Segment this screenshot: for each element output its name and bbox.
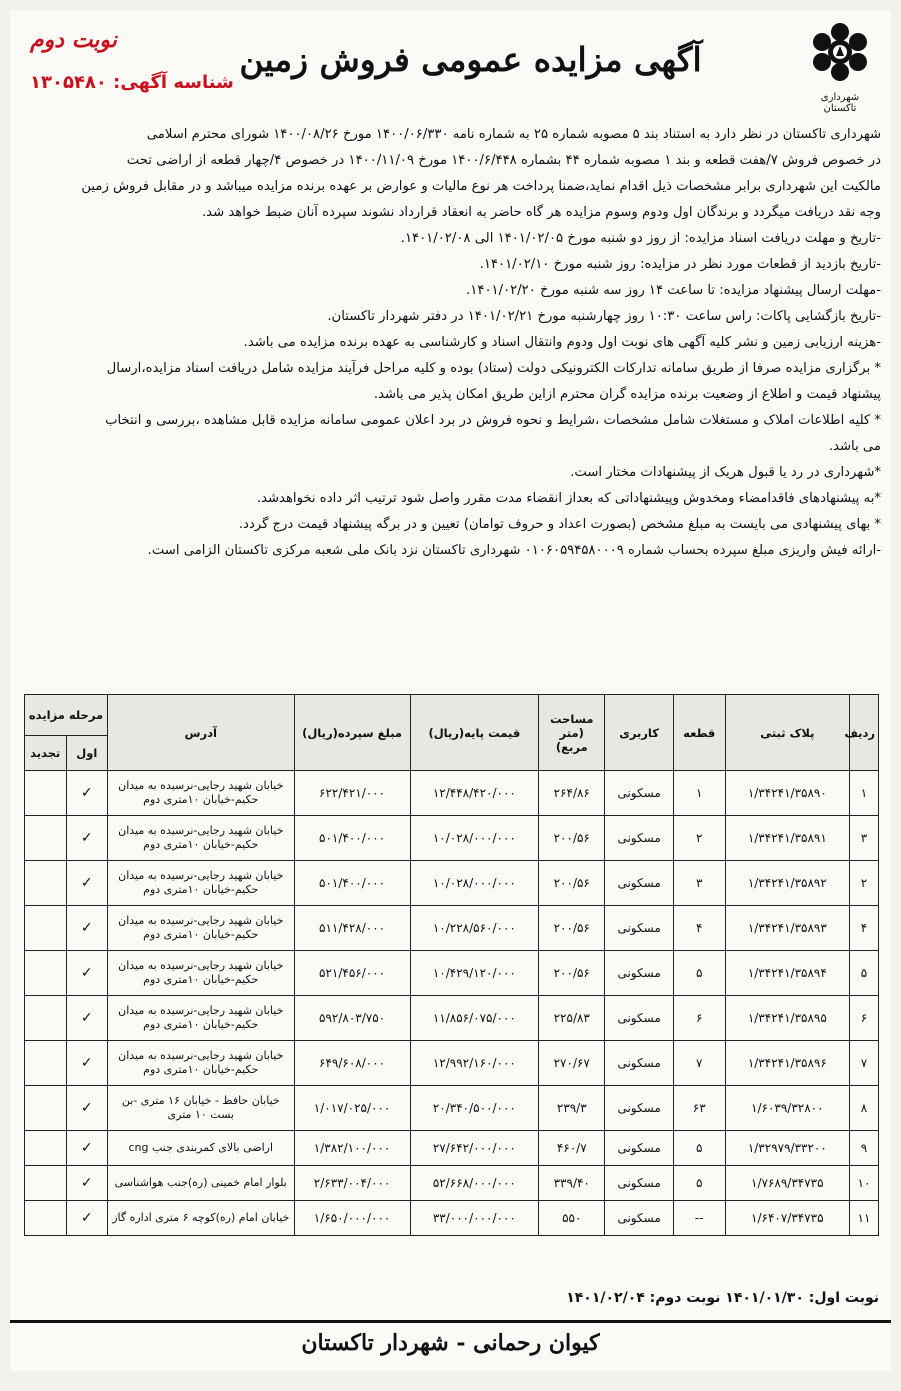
info-note: * کلیه اطلاعات املاک و مستغلات شامل مشخصات ،شرایط و نحوه فروش در برد اعلان عمومی سامانه مزایده قابل مشاهده ،بررسی و انتخاب — [105, 413, 881, 428]
cell-first: ✓ — [66, 951, 107, 996]
table-row — [25, 771, 879, 816]
cell-lot: ۲ — [673, 816, 725, 861]
cell-row: ۱۰ — [849, 1166, 878, 1201]
table-row — [25, 1086, 879, 1131]
publication-dates: نوبت اول: ۱۴۰۱/۰۱/۳۰ نوبت دوم: ۱۴۰۱/۰۲/۰۴ — [566, 1290, 879, 1306]
cell-base-price: ۲۷/۶۴۲/۰۰۰/۰۰۰ — [410, 1131, 539, 1166]
cell-row: ۵ — [849, 951, 878, 996]
cell-row: ۲ — [849, 861, 878, 906]
cell-deposit: ۵۹۲/۸۰۳/۷۵۰ — [294, 996, 410, 1041]
cell-address: خیابان شهید رجایی-نرسیده به میدان حکیم-خیابان ۱۰متری دوم — [107, 816, 294, 861]
cell-plaque: ۱/۶۴۰۷/۳۴۷۳۵ — [725, 1201, 849, 1236]
cell-usage: مسکونی — [605, 816, 673, 861]
col-area: مساحت (متر مربع) — [539, 695, 605, 771]
cell-plaque: ۱/۶۰۳۹/۳۲۸۰۰ — [725, 1086, 849, 1131]
cost-note: -هزینه ارزیابی زمین و نشر کلیه آگهی های نوبت اول ودوم وانتقال اسناد و کارشناسی به عهده برنده مزایده می باشد. — [243, 335, 881, 350]
cell-plaque: ۱/۳۴۲۴۱/۳۵۸۹۲ — [725, 861, 849, 906]
cell-deposit: ۱/۶۵۰/۰۰۰/۰۰۰ — [294, 1201, 410, 1236]
cell-renewal — [25, 771, 67, 816]
cell-deposit: ۵۰۱/۴۰۰/۰۰۰ — [294, 816, 410, 861]
cell-area: ۳۳۹/۴۰ — [539, 1166, 605, 1201]
col-usage: کاربری — [605, 695, 673, 771]
cell-deposit: ۵۱۱/۴۲۸/۰۰۰ — [294, 906, 410, 951]
cell-renewal — [25, 1086, 67, 1131]
deposit-note: -ارائه فیش واریزی مبلغ سپرده بحساب شماره ۰۱۰۶۰۵۹۴۵۸۰۰۰۹ شهرداری تاکستان نزد بانک ملی شعبه مرکزی تاکستان الزامی است. — [147, 543, 881, 558]
cell-plaque: ۱/۷۶۸۹/۳۴۷۳۵ — [725, 1166, 849, 1201]
col-lot: قطعه — [673, 695, 725, 771]
ad-title: آگهی مزایده عمومی فروش زمین — [239, 40, 702, 79]
cell-row: ۱ — [849, 771, 878, 816]
cell-row: ۱۱ — [849, 1201, 878, 1236]
cell-first: ✓ — [66, 1041, 107, 1086]
table-row — [25, 906, 879, 951]
cell-deposit: ۶۲۲/۴۲۱/۰۰۰ — [294, 771, 410, 816]
rejection-note: *شهرداری در رد یا قبول هریک از پیشنهادات مختار است. — [570, 465, 881, 480]
municipality-logo — [803, 18, 877, 114]
cell-lot: -- — [673, 1201, 725, 1236]
cell-row: ۴ — [849, 906, 878, 951]
cell-base-price: ۱۰/۲۲۸/۵۶۰/۰۰۰ — [410, 906, 539, 951]
cell-lot: ۵ — [673, 1131, 725, 1166]
cell-lot: ۱ — [673, 771, 725, 816]
cell-usage: مسکونی — [605, 1166, 673, 1201]
table-row — [25, 1131, 879, 1166]
visit-date: -تاریخ بازدید از قطعات مورد نظر در مزایده: روز شنبه مورخ ۱۴۰۱/۰۲/۱۰. — [479, 257, 881, 272]
cell-area: ۲۰۰/۵۶ — [539, 861, 605, 906]
cell-address: خیابان امام (ره)کوچه ۶ متری اداره گاز — [107, 1201, 294, 1236]
price-note: * بهای پیشنهادی می بایست به مبلغ مشخص (بصورت اعداد و حروف توامان) تعیین و در برگه پیشنهاد قیمت درج گردد. — [238, 517, 881, 532]
cell-address: خیابان شهید رجایی-نرسیده به میدان حکیم-خیابان ۱۰متری دوم — [107, 861, 294, 906]
cell-row: ۸ — [849, 1086, 878, 1131]
documents-date: -تاریخ و مهلت دریافت اسناد مزایده: از روز دو شنبه مورخ ۱۴۰۱/۰۲/۰۵ الی ۱۴۰۱/۰۲/۰۸. — [400, 231, 881, 246]
cell-deposit: ۵۰۱/۴۰۰/۰۰۰ — [294, 861, 410, 906]
cell-lot: ۶۳ — [673, 1086, 725, 1131]
info-note-cont: می باشد. — [828, 439, 881, 454]
cell-row: ۶ — [849, 996, 878, 1041]
cell-first: ✓ — [66, 906, 107, 951]
intro-line: مالکیت این شهرداری برابر مشخصات ذیل اقدام نماید،ضمنا پرداخت هر نوع مالیات و عوارض بر عهده برنده مزایده میباشد و در مقابل فروش زمین — [81, 179, 881, 194]
cell-row: ۷ — [849, 1041, 878, 1086]
cell-first: ✓ — [66, 861, 107, 906]
cell-lot: ۵ — [673, 1166, 725, 1201]
footer-divider — [10, 1320, 891, 1323]
cell-lot: ۵ — [673, 951, 725, 996]
cell-address: اراضی بالای کمربندی جنب cng — [107, 1131, 294, 1166]
intro-line: شهرداری تاکستان در نظر دارد به استناد بند ۵ مصوبه شماره ۲۵ به شماره نامه ۱۴۰۰/۰۶/۳۳۰ مورخ ۱۴۰۰/۰۸/۲۶ شورای محترم اسلامی — [146, 127, 881, 142]
cell-lot: ۷ — [673, 1041, 725, 1086]
table-row — [25, 1041, 879, 1086]
cell-renewal — [25, 1041, 67, 1086]
cell-usage: مسکونی — [605, 861, 673, 906]
col-base-price: قیمت پایه(ریال) — [410, 695, 539, 771]
cell-usage: مسکونی — [605, 1041, 673, 1086]
cell-base-price: ۱۰/۴۲۹/۱۲۰/۰۰۰ — [410, 951, 539, 996]
cell-first: ✓ — [66, 1166, 107, 1201]
table-row — [25, 861, 879, 906]
cell-usage: مسکونی — [605, 996, 673, 1041]
cell-renewal — [25, 1201, 67, 1236]
setad-note-cont: پیشنهاد قیمت و اطلاع از وضعیت برنده مزایده گران محترم ازاین طریق امکان پذیر می باشد. — [373, 387, 881, 402]
cell-first: ✓ — [66, 1201, 107, 1236]
cell-first: ✓ — [66, 1086, 107, 1131]
setad-note: * برگزاری مزایده صرفا از طریق سامانه تدارکات الکترونیکی دولت (ستاد) بوده و کلیه مراحل فرآیند مزایده شامل دریافت اسناد مزایده،ارسال — [106, 361, 881, 376]
cell-address: خیابان شهید رجایی-نرسیده به میدان حکیم-خیابان ۱۰متری دوم — [107, 996, 294, 1041]
table-row — [25, 1166, 879, 1201]
cell-lot: ۶ — [673, 996, 725, 1041]
cell-plaque: ۱/۳۴۲۴۱/۳۵۸۹۰ — [725, 771, 849, 816]
intro-line: وجه نقد دریافت میگردد و برندگان اول ودوم وسوم مزایده هر گاه حاضر به انعقاد قرارداد نشوند سپرده آنان ضبط خواهد شد. — [201, 205, 881, 220]
round-label: نوبت دوم — [30, 28, 117, 53]
cell-usage: مسکونی — [605, 771, 673, 816]
cell-usage: مسکونی — [605, 951, 673, 996]
table-row — [25, 951, 879, 996]
signature: کیوان رحمانی - شهردار تاکستان — [301, 1330, 600, 1356]
cell-base-price: ۱۰/۰۲۸/۰۰۰/۰۰۰ — [410, 861, 539, 906]
cell-deposit: ۶۴۹/۶۰۸/۰۰۰ — [294, 1041, 410, 1086]
cell-area: ۲۷۰/۶۷ — [539, 1041, 605, 1086]
cell-deposit: ۵۲۱/۴۵۶/۰۰۰ — [294, 951, 410, 996]
cell-area: ۲۳۹/۳ — [539, 1086, 605, 1131]
cell-plaque: ۱/۳۴۲۴۱/۳۵۸۹۶ — [725, 1041, 849, 1086]
lots-table-wrap — [24, 694, 879, 1236]
cell-area: ۲۲۵/۸۳ — [539, 996, 605, 1041]
cell-usage: مسکونی — [605, 1086, 673, 1131]
cell-renewal — [25, 996, 67, 1041]
cell-plaque: ۱/۳۴۲۴۱/۳۵۸۹۳ — [725, 906, 849, 951]
cell-plaque: ۱/۳۲۹۷۹/۳۳۲۰۰ — [725, 1131, 849, 1166]
cell-renewal — [25, 1131, 67, 1166]
bid-deadline: -مهلت ارسال پیشنهاد مزایده: تا ساعت ۱۴ روز سه شنبه مورخ ۱۴۰۱/۰۲/۲۰. — [466, 283, 881, 298]
cell-usage: مسکونی — [605, 906, 673, 951]
cell-base-price: ۱۲/۹۹۲/۱۶۰/۰۰۰ — [410, 1041, 539, 1086]
cell-base-price: ۱۰/۰۲۸/۰۰۰/۰۰۰ — [410, 816, 539, 861]
cell-area: ۵۵۰ — [539, 1201, 605, 1236]
cell-area: ۴۶۰/۷ — [539, 1131, 605, 1166]
ad-page — [10, 10, 891, 1371]
cell-renewal — [25, 1166, 67, 1201]
cell-plaque: ۱/۳۴۲۴۱/۳۵۸۹۵ — [725, 996, 849, 1041]
cell-address: خیابان شهید رجایی-نرسیده به میدان حکیم-خیابان ۱۰متری دوم — [107, 951, 294, 996]
cell-renewal — [25, 906, 67, 951]
cell-row: ۹ — [849, 1131, 878, 1166]
cell-address: بلوار امام خمینی (ره)جنب هواشناسی — [107, 1166, 294, 1201]
ad-header — [10, 10, 891, 115]
col-stage: مرحله مزایده — [25, 695, 108, 736]
cell-plaque: ۱/۳۴۲۴۱/۳۵۸۹۱ — [725, 816, 849, 861]
cell-address: خیابان شهید رجایی-نرسیده به میدان حکیم-خیابان ۱۰متری دوم — [107, 906, 294, 951]
cell-deposit: ۲/۶۳۳/۰۰۴/۰۰۰ — [294, 1166, 410, 1201]
col-first: اول — [66, 736, 107, 771]
cell-address: خیابان شهید رجایی-نرسیده به میدان حکیم-خیابان ۱۰متری دوم — [107, 1041, 294, 1086]
invalid-bids-note: *به پیشنهادهای فاقدامضاء ومخدوش وپیشنهاداتی که بعداز انقضاء مدت مقرر واصل شود ترتیب اثر داده نخواهدشد. — [256, 491, 881, 506]
cell-base-price: ۵۲/۶۶۸/۰۰۰/۰۰۰ — [410, 1166, 539, 1201]
cell-plaque: ۱/۳۴۲۴۱/۳۵۸۹۴ — [725, 951, 849, 996]
cell-lot: ۴ — [673, 906, 725, 951]
table-row — [25, 996, 879, 1041]
cell-address: خیابان حافظ - خیابان ۱۶ متری -بن بست ۱۰ متری — [107, 1086, 294, 1131]
table-row — [25, 1201, 879, 1236]
cell-usage: مسکونی — [605, 1131, 673, 1166]
col-address: آدرس — [107, 695, 294, 771]
intro-line: در خصوص فروش ۷/هفت قطعه و بند ۱ مصوبه شماره ۴۴ بشماره ۱۴۰۰/۶/۴۴۸ مورخ ۱۴۰۰/۱۱/۰۹ در خصوص ۴/چهار قطعه از اراضی تحت — [126, 153, 881, 168]
ad-id: شناسه آگهی: ۱۳۰۵۴۸۰ — [30, 72, 234, 93]
cell-first: ✓ — [66, 996, 107, 1041]
cell-area: ۲۶۴/۸۶ — [539, 771, 605, 816]
municipality-logo-icon — [808, 18, 872, 90]
cell-base-price: ۱۱/۸۵۶/۰۷۵/۰۰۰ — [410, 996, 539, 1041]
col-row: ردیف — [849, 695, 878, 771]
cell-area: ۲۰۰/۵۶ — [539, 951, 605, 996]
cell-first: ✓ — [66, 771, 107, 816]
cell-renewal — [25, 861, 67, 906]
col-plaque: پلاک ثبتی — [725, 695, 849, 771]
cell-deposit: ۱/۰۱۷/۰۲۵/۰۰۰ — [294, 1086, 410, 1131]
cell-area: ۲۰۰/۵۶ — [539, 906, 605, 951]
lots-table — [24, 694, 879, 1236]
cell-base-price: ۲۰/۳۴۰/۵۰۰/۰۰۰ — [410, 1086, 539, 1131]
cell-lot: ۳ — [673, 861, 725, 906]
ad-body — [24, 122, 881, 564]
col-deposit: مبلغ سپرده(ریال) — [294, 695, 410, 771]
cell-area: ۲۰۰/۵۶ — [539, 816, 605, 861]
cell-renewal — [25, 816, 67, 861]
cell-address: خیابان شهید رجایی-نرسیده به میدان حکیم-خیابان ۱۰متری دوم — [107, 771, 294, 816]
cell-first: ✓ — [66, 1131, 107, 1166]
cell-usage: مسکونی — [605, 1201, 673, 1236]
opening-date: -تاریخ بازگشایی پاکات: راس ساعت ۱۰:۳۰ روز چهارشنبه مورخ ۱۴۰۱/۰۲/۲۱ در دفتر شهردار تاکستان. — [327, 309, 881, 324]
cell-row: ۳ — [849, 816, 878, 861]
cell-base-price: ۳۳/۰۰۰/۰۰۰/۰۰۰ — [410, 1201, 539, 1236]
cell-deposit: ۱/۳۸۲/۱۰۰/۰۰۰ — [294, 1131, 410, 1166]
table-row — [25, 816, 879, 861]
cell-first: ✓ — [66, 816, 107, 861]
col-renewal: تجدید — [25, 736, 67, 771]
intro-paragraph — [24, 122, 881, 226]
cell-renewal — [25, 951, 67, 996]
cell-base-price: ۱۲/۴۴۸/۴۲۰/۰۰۰ — [410, 771, 539, 816]
logo-caption: شهرداری تاکستان — [820, 92, 860, 114]
